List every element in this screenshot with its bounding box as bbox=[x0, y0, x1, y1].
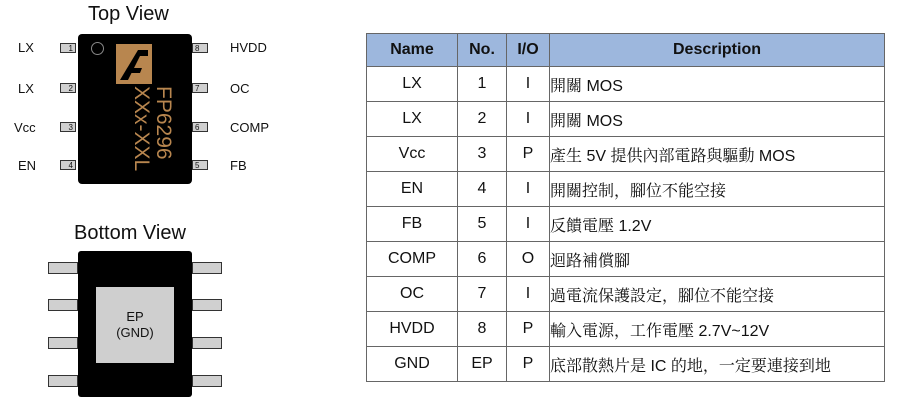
cell-name: COMP bbox=[367, 242, 458, 277]
cell-io: I bbox=[507, 207, 550, 242]
table-row bbox=[367, 277, 885, 312]
cell-name: LX bbox=[367, 102, 458, 137]
bottom-pin bbox=[48, 299, 78, 311]
cell-description: 輸入電源，工作電壓 2.7V~12V bbox=[550, 312, 885, 347]
bottom-pin bbox=[192, 262, 222, 274]
cell-no: 4 bbox=[458, 172, 507, 207]
pin-1: 1 bbox=[60, 43, 76, 53]
cell-no: 7 bbox=[458, 277, 507, 312]
cell-name: GND bbox=[367, 347, 458, 382]
pin-8: 8 bbox=[192, 43, 208, 53]
table-row bbox=[367, 102, 885, 137]
cell-no: 2 bbox=[458, 102, 507, 137]
pin-label-8: HVDD bbox=[230, 40, 267, 55]
table-row bbox=[367, 207, 885, 242]
pin-label-4: EN bbox=[18, 158, 37, 173]
bottom-pin bbox=[192, 375, 222, 387]
pin-2: 2 bbox=[60, 83, 76, 93]
chip-lot-code: XXx-XXL bbox=[130, 86, 153, 172]
pin1-dot-icon bbox=[91, 42, 104, 55]
pin-description-table bbox=[366, 33, 885, 382]
bottom-pin bbox=[48, 262, 78, 274]
cell-description: 開關 MOS bbox=[550, 102, 885, 137]
cell-name: EN bbox=[367, 172, 458, 207]
cell-name: FB bbox=[367, 207, 458, 242]
table-header-row bbox=[367, 34, 885, 67]
table-row bbox=[367, 242, 885, 277]
fp-logo-icon bbox=[116, 44, 152, 84]
table-row bbox=[367, 137, 885, 172]
pin-label-2: LX bbox=[18, 81, 34, 96]
cell-no: 1 bbox=[458, 67, 507, 102]
pin-6: 6 bbox=[192, 122, 208, 132]
cell-name: Vcc bbox=[367, 137, 458, 172]
header-no: No. bbox=[458, 34, 507, 67]
pin-4: 4 bbox=[60, 160, 76, 170]
bottom-pin bbox=[48, 337, 78, 349]
bottom-view-title: Bottom View bbox=[74, 222, 186, 244]
pin-label-7: OC bbox=[230, 81, 250, 96]
pin-7: 7 bbox=[192, 83, 208, 93]
chip-body bbox=[78, 34, 192, 184]
cell-no: EP bbox=[458, 347, 507, 382]
cell-description: 底部散熱片是 IC 的地，一定要連接到地 bbox=[550, 347, 885, 382]
cell-io: I bbox=[507, 102, 550, 137]
cell-io: I bbox=[507, 172, 550, 207]
table-row bbox=[367, 67, 885, 102]
cell-no: 8 bbox=[458, 312, 507, 347]
pin-label-3: Vcc bbox=[14, 120, 36, 135]
cell-io: P bbox=[507, 137, 550, 172]
cell-description: 過電流保護設定，腳位不能空接 bbox=[550, 277, 885, 312]
cell-description: 開關控制，腳位不能空接 bbox=[550, 172, 885, 207]
cell-io: I bbox=[507, 277, 550, 312]
cell-io: I bbox=[507, 67, 550, 102]
cell-name: LX bbox=[367, 67, 458, 102]
table-row bbox=[367, 347, 885, 382]
exposed-pad bbox=[96, 287, 174, 363]
pin-label-5: FB bbox=[230, 158, 247, 173]
cell-no: 3 bbox=[458, 137, 507, 172]
header-description: Description bbox=[550, 34, 885, 67]
cell-name: OC bbox=[367, 277, 458, 312]
cell-no: 5 bbox=[458, 207, 507, 242]
cell-description: 產生 5V 提供內部電路與驅動 MOS bbox=[550, 137, 885, 172]
pin-3: 3 bbox=[60, 122, 76, 132]
cell-description: 迴路補償腳 bbox=[550, 242, 885, 277]
cell-io: P bbox=[507, 312, 550, 347]
bottom-pin bbox=[192, 299, 222, 311]
bottom-pin bbox=[192, 337, 222, 349]
pin-label-6: COMP bbox=[230, 120, 269, 135]
cell-io: P bbox=[507, 347, 550, 382]
header-name: Name bbox=[367, 34, 458, 67]
chip-part-number: FP6296 bbox=[152, 86, 175, 160]
cell-description: 開關 MOS bbox=[550, 67, 885, 102]
header-io: I/O bbox=[507, 34, 550, 67]
cell-description: 反饋電壓 1.2V bbox=[550, 207, 885, 242]
table-row bbox=[367, 312, 885, 347]
chip-bottom-body bbox=[78, 251, 192, 397]
bottom-pin bbox=[48, 375, 78, 387]
chip-marking bbox=[130, 86, 174, 171]
pin-5: 5 bbox=[192, 160, 208, 170]
table-row bbox=[367, 172, 885, 207]
exposed-pad-label: EP bbox=[126, 309, 144, 324]
cell-no: 6 bbox=[458, 242, 507, 277]
cell-io: O bbox=[507, 242, 550, 277]
pin-label-1: LX bbox=[18, 40, 34, 55]
exposed-pad-sublabel: (GND) bbox=[116, 325, 154, 340]
cell-name: HVDD bbox=[367, 312, 458, 347]
top-view-title: Top View bbox=[88, 3, 169, 25]
